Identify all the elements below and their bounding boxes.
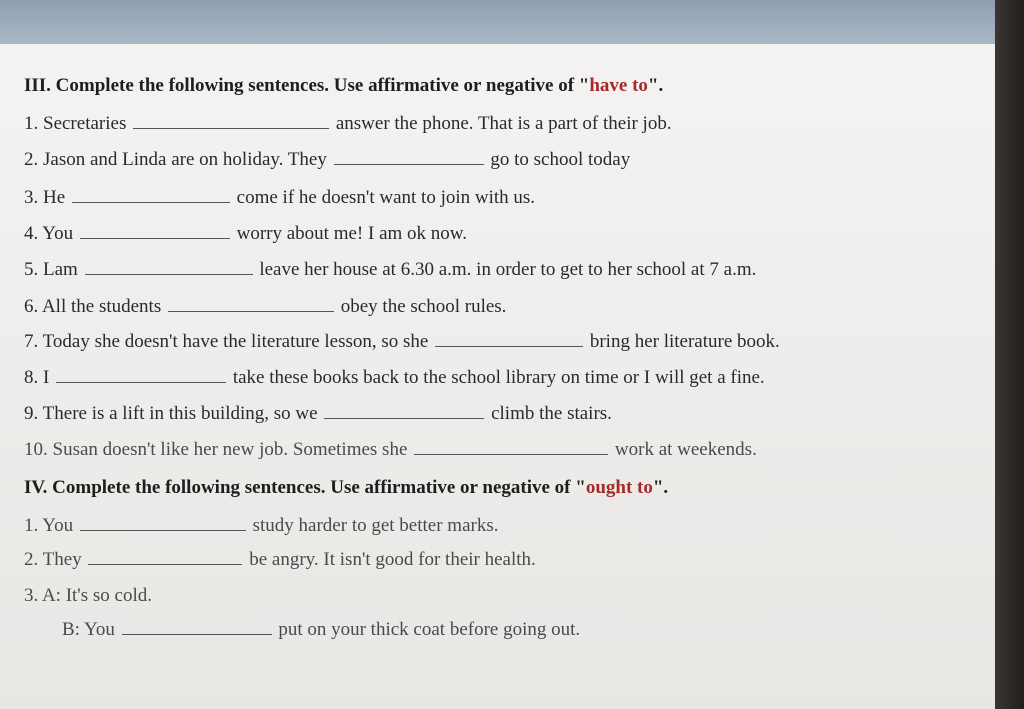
keyword-have-to: have to [589,75,648,96]
item-text-after: leave her house at 6.30 a.m. in order to get to her school at 7 a.m. [259,259,757,280]
item-text-before: 9. There is a lift in this building, so we [24,403,318,424]
answer-blank[interactable] [334,148,484,165]
item-text-after: put on your thick coat before going out. [278,619,581,640]
answer-blank[interactable] [122,618,272,635]
heading-end: ". [652,477,669,498]
item-text-after: climb the stairs. [491,403,612,424]
item-text-before: 1. You [24,515,74,536]
item-text-before: 3. He [24,187,66,208]
exercise-item [62,618,580,642]
heading-text: IV. Complete the following sentences. Use affirmative or negative of " [24,477,586,498]
answer-blank[interactable] [56,366,226,383]
exercise-item [24,112,672,136]
heading-text: III. Complete the following sentences. Use affirmative or negative of " [24,75,590,96]
item-text-after: bring her literature book. [589,331,780,352]
heading-end: ". [647,75,664,96]
item-text-after: come if he doesn't want to join with us. [236,187,536,208]
item-text-before: B: You [62,619,115,640]
exercise-item [24,402,612,426]
answer-blank[interactable] [168,295,334,312]
background-top [0,0,1000,44]
item-text-before: 10. Susan doesn't like her new job. Sometimes she [24,439,408,460]
item-text-after: work at weekends. [614,439,757,460]
keyword-ought-to: ought to [585,477,653,498]
answer-blank[interactable] [80,514,246,531]
answer-blank[interactable] [80,222,230,239]
answer-blank[interactable] [414,438,608,455]
exercise-item [24,295,506,319]
item-text-after: go to school today [490,149,631,170]
exercise-item [24,514,499,538]
section-3-heading [24,74,663,98]
answer-blank[interactable] [133,112,329,129]
item-text-before: 1. Secretaries [24,113,127,134]
item-text-before: 3. A: It's so cold. [24,585,152,606]
item-text-before: 5. Lam [24,259,78,280]
section-4-heading [24,476,668,500]
exercise-item [24,366,765,390]
item-text-before: 8. I [24,367,50,388]
item-text-before: 6. All the students [24,296,162,317]
item-text-before: 7. Today she doesn't have the literature lesson, so she [24,331,429,352]
background-right-edge [995,0,1024,709]
exercise-item [24,438,757,462]
item-text-before: 2. Jason and Linda are on holiday. They [24,149,327,170]
exercise-item [24,258,756,282]
exercise-item [24,186,535,210]
item-text-after: study harder to get better marks. [252,515,499,536]
exercise-item [24,222,467,246]
item-text-after: be angry. It isn't good for their health. [249,549,536,570]
exercise-item [24,148,630,172]
exercise-item [24,330,780,354]
item-text-after: worry about me! I am ok now. [236,223,468,244]
answer-blank[interactable] [324,402,484,419]
answer-blank[interactable] [72,186,230,203]
item-text-after: take these books back to the school library on time or I will get a fine. [232,367,765,388]
exercise-item [24,584,152,608]
worksheet-page [0,44,995,709]
answer-blank[interactable] [88,548,242,565]
item-text-before: 4. You [24,223,74,244]
item-text-after: obey the school rules. [340,296,507,317]
answer-blank[interactable] [85,258,253,275]
answer-blank[interactable] [435,330,583,347]
item-text-before: 2. They [24,549,82,570]
item-text-after: answer the phone. That is a part of their job. [335,113,672,134]
exercise-item [24,548,536,572]
